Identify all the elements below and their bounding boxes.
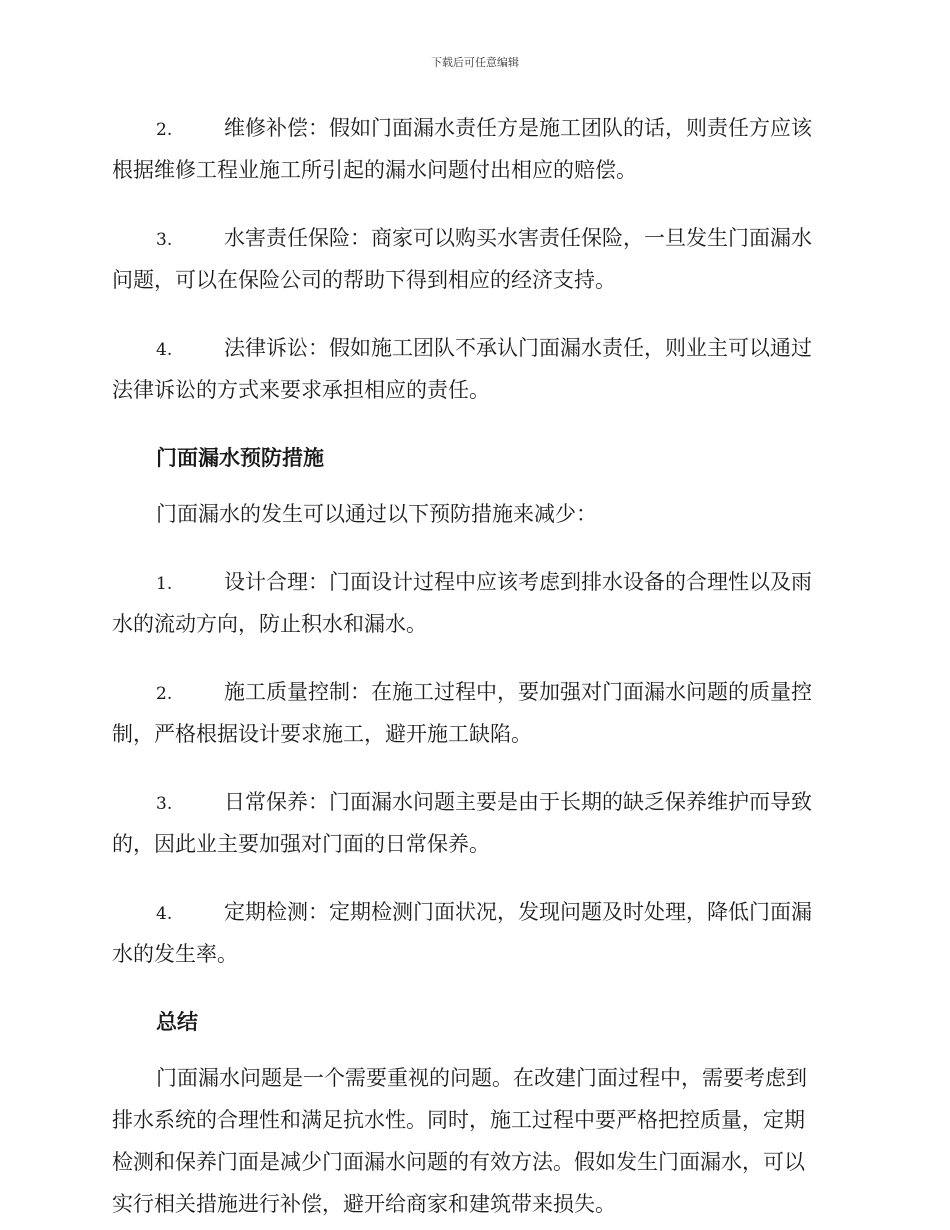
item-text: 法律诉讼：假如施工团队不承认门面漏水责任，则业主可以通过 <box>224 336 812 360</box>
item-number: 4. <box>156 904 173 924</box>
document-body <box>112 107 836 1225</box>
item-text-continued: 法律诉讼的方式来要求承担相应的责任。 <box>112 378 490 402</box>
item-text-continued: 的，因此业主要加强对门面的日常保养。 <box>112 832 490 856</box>
section-heading-prevention: 门面漏水预防措施 <box>156 446 324 470</box>
list-item <box>112 891 836 975</box>
item-text: 设计合理：门面设计过程中应该考虑到排水设备的合理性以及雨 <box>224 570 812 594</box>
list-item <box>112 671 836 755</box>
item-text: 定期检测：定期检测门面状况，发现问题及时处理，降低门面漏 <box>224 900 812 924</box>
item-text: 水害责任保险：商家可以购买水害责任保险，一旦发生门面漏水 <box>224 226 812 250</box>
item-text: 日常保养：门面漏水问题主要是由于长期的缺乏保养维护而导致 <box>224 790 812 814</box>
item-text-continued: 根据维修工程业施工所引起的漏水问题付出相应的赔偿。 <box>112 158 637 182</box>
summary-paragraph: 门面漏水问题是一个需要重视的问题。在改建门面过程中，需要考虑到 排水系统的合理性和满足抗水性。同时，施工过程中要严格把控质量，定期 检测和保养门面是减少门面漏水问题的有效方法。假如发生门面漏水，可以 实行相关措施进行补偿，避开给商家和建筑带来损失。 <box>112 1066 807 1216</box>
item-number: 2. <box>156 684 173 704</box>
item-text-continued: 问题，可以在保险公司的帮助下得到相应的经济支持。 <box>112 268 616 292</box>
item-number: 2. <box>156 120 173 140</box>
item-number: 3. <box>156 230 173 250</box>
item-text-continued: 制，严格根据设计要求施工，避开施工缺陷。 <box>112 722 532 746</box>
item-text-continued: 水的流动方向，防止积水和漏水。 <box>112 612 427 636</box>
item-number: 3. <box>156 794 173 814</box>
item-text-continued: 水的发生率。 <box>112 942 238 966</box>
list-item <box>112 781 836 865</box>
section-heading-summary: 总结 <box>156 1010 198 1034</box>
list-item <box>112 327 836 411</box>
list-item <box>112 217 836 301</box>
item-text: 维修补偿：假如门面漏水责任方是施工团队的话，则责任方应该 <box>224 116 812 140</box>
list-item <box>112 107 836 191</box>
page-header: 下载后可任意编辑 <box>431 56 519 69</box>
item-number: 1. <box>156 574 173 594</box>
list-item <box>112 561 836 645</box>
item-number: 4. <box>156 340 173 360</box>
item-text: 施工质量控制：在施工过程中，要加强对门面漏水问题的质量控 <box>224 680 812 704</box>
prevention-intro: 门面漏水的发生可以通过以下预防措施来减少： <box>156 502 597 526</box>
